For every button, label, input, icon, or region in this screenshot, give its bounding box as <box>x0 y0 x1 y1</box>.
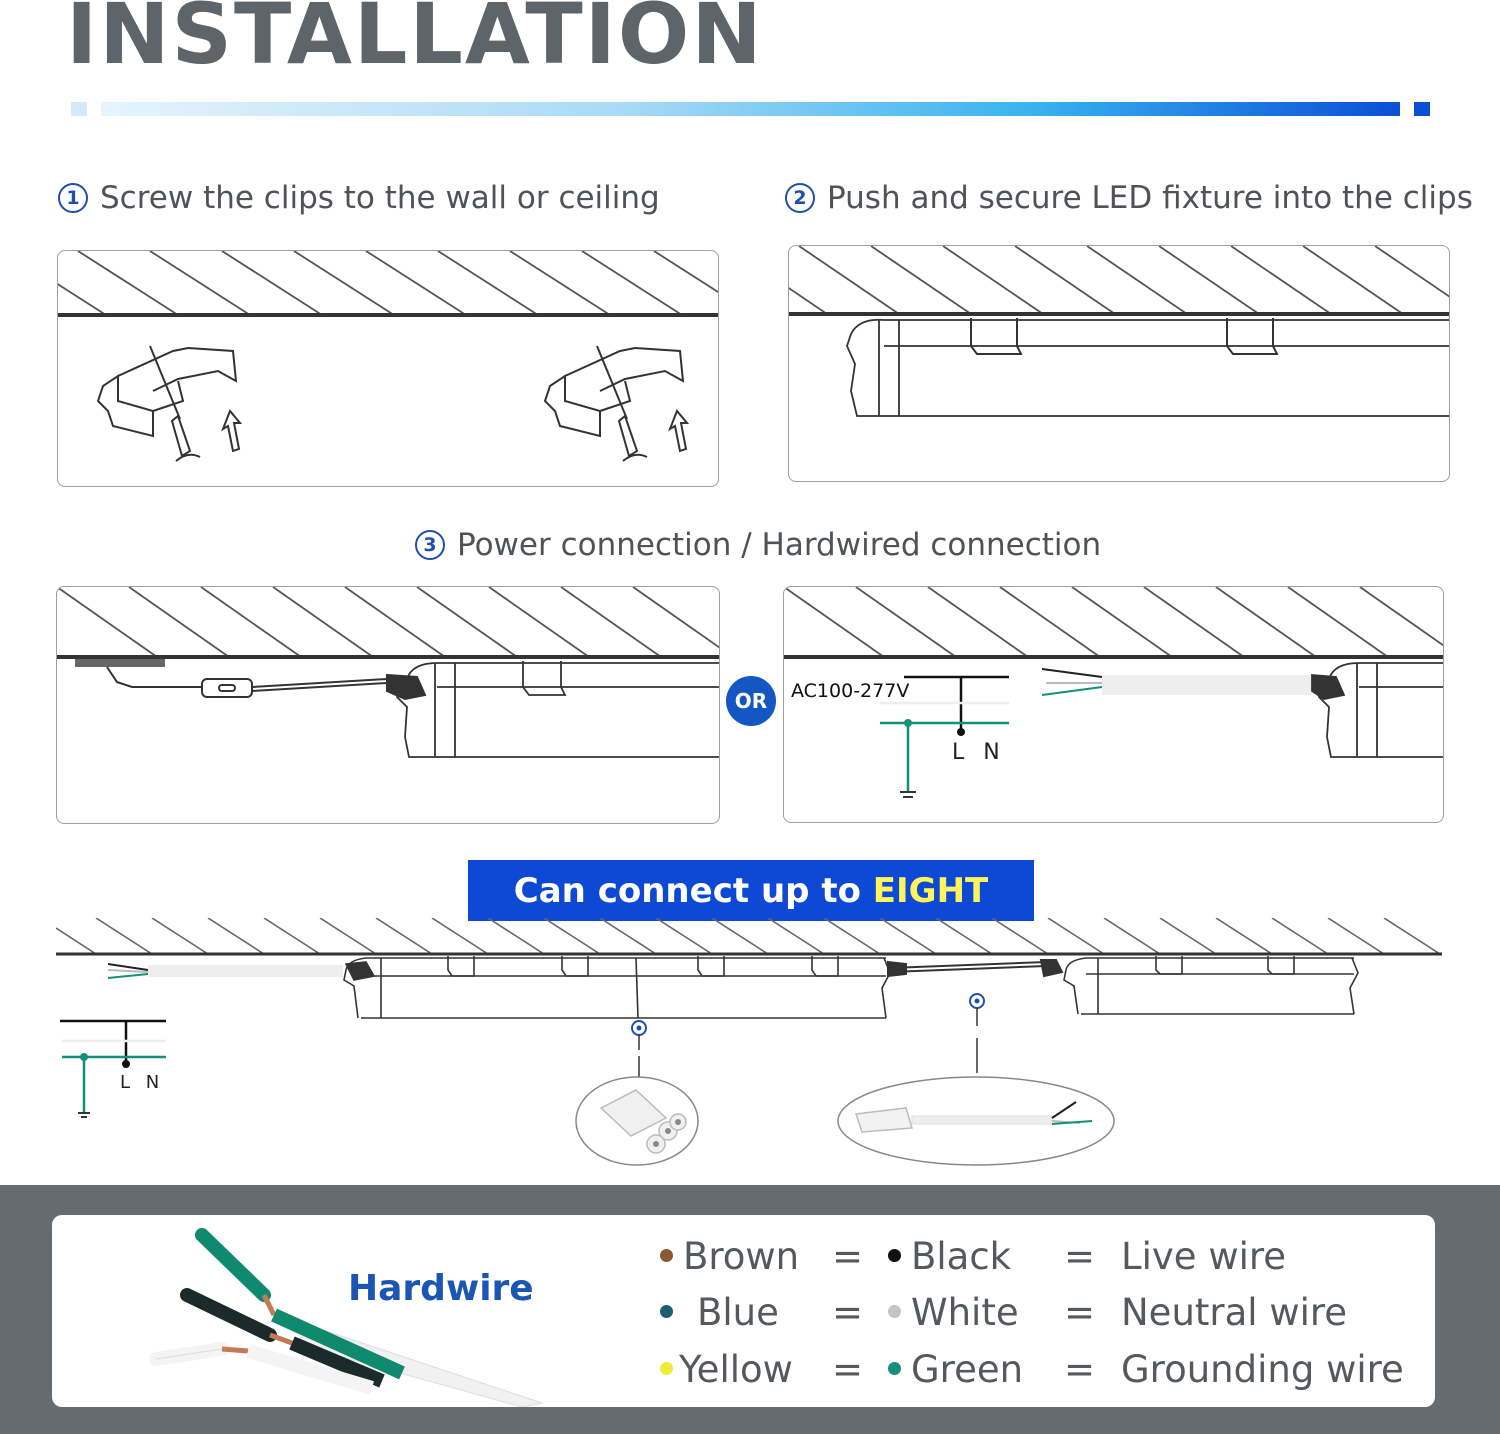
chain-wire-leads-icon <box>108 964 343 978</box>
panel-power-connection <box>56 586 720 824</box>
step-3-number: 3 <box>415 530 445 560</box>
panel-hardwired-connection <box>783 586 1444 823</box>
fixture-clips-illustration <box>789 246 1449 481</box>
white-dot-icon <box>888 1305 901 1318</box>
green-dot-icon <box>888 1362 901 1375</box>
legend-equals: = <box>832 1291 864 1334</box>
legend-row-ground <box>660 1348 793 1391</box>
arrow-up-icon-left <box>223 411 240 451</box>
screw-clips-illustration <box>58 251 718 486</box>
banner-highlight: EIGHT <box>872 870 989 911</box>
led-fixture-icon <box>847 320 1449 416</box>
blue-dot-icon <box>660 1305 673 1318</box>
chain-wiring-schematic-icon <box>60 1021 166 1117</box>
plug-cable-icon <box>107 667 425 699</box>
page-title: INSTALLATION <box>66 0 764 83</box>
legend-equals: = <box>832 1235 864 1278</box>
wire-leads-icon <box>1042 669 1312 695</box>
hardwire-cable-icon <box>142 1223 562 1407</box>
chain-connection-diagram <box>56 918 1442 1180</box>
title-bar-square-right <box>1414 102 1430 116</box>
banner-text: Can connect up to <box>513 870 873 911</box>
legend-row-live <box>660 1235 800 1278</box>
legend-meaning-live: Live wire <box>1121 1235 1287 1278</box>
fixture-clip-icon <box>971 318 1277 354</box>
legend-equals: = <box>832 1348 864 1391</box>
legend-equals: = <box>1064 1235 1096 1278</box>
callout-pin-icon-1 <box>632 1021 646 1078</box>
hardwired-connection-illustration <box>784 587 1443 822</box>
legend-to-white: White <box>911 1291 1019 1334</box>
hardwire-label: Hardwire <box>348 1268 534 1309</box>
outlet-box-icon <box>75 659 165 667</box>
panel-screw-clips <box>57 250 719 487</box>
power-cord-connector-icon <box>838 1077 1114 1165</box>
step-3-text: Power connection / Hardwired connection <box>457 527 1102 563</box>
callout-pin-icon-2 <box>970 994 984 1073</box>
black-dot-icon <box>888 1249 901 1262</box>
end-cap-connectors-icon <box>576 1077 698 1165</box>
ln-label-panel: L N <box>952 740 1006 765</box>
legend-to-black: Black <box>911 1235 1012 1278</box>
yellow-dot-icon <box>660 1362 673 1375</box>
or-badge: OR <box>726 676 776 726</box>
legend-from-blue: Blue <box>697 1291 779 1334</box>
arrow-up-icon-right <box>670 411 687 451</box>
panel-fixture-clips <box>788 245 1450 482</box>
legend-from-brown: Brown <box>683 1235 800 1278</box>
legend-to-black-wrap <box>888 1235 1012 1278</box>
title-gradient-bar <box>101 102 1400 116</box>
legend-from-yellow: Yellow <box>679 1348 793 1391</box>
legend-equals: = <box>1064 1348 1096 1391</box>
chain-fixture-2-icon <box>1064 956 1358 1014</box>
step-3-caption <box>415 527 1101 563</box>
led-fixture-icon <box>1312 663 1443 757</box>
step-2-caption <box>785 180 1473 216</box>
legend-to-green: Green <box>911 1348 1024 1391</box>
step-2-text: Push and secure LED fixture into the clips <box>827 180 1473 216</box>
voltage-label: AC100-277V <box>791 680 910 702</box>
step-1-text: Screw the clips to the wall or ceiling <box>100 180 660 216</box>
legend-to-white-wrap <box>888 1291 1019 1334</box>
legend-equals: = <box>1064 1291 1096 1334</box>
title-bar-square-left <box>71 102 87 116</box>
brown-dot-icon <box>660 1249 673 1262</box>
wire-color-legend-card <box>52 1215 1435 1407</box>
clip-icon-left <box>98 348 236 436</box>
connect-eight-banner <box>468 860 1034 921</box>
led-fixture-icon <box>397 661 719 757</box>
step-1-number: 1 <box>58 183 88 213</box>
clip-icon-right <box>545 348 683 436</box>
legend-meaning-neutral: Neutral wire <box>1121 1291 1348 1334</box>
chain-fixture-1-icon <box>344 956 890 1018</box>
chain-jumper-cable-icon <box>888 960 1062 976</box>
legend-meaning-ground: Grounding wire <box>1121 1348 1404 1391</box>
ln-label-chain: L N <box>120 1072 165 1093</box>
step-1-caption <box>58 180 660 216</box>
power-connection-illustration <box>57 587 719 823</box>
legend-row-neutral <box>660 1291 779 1334</box>
step-2-number: 2 <box>785 183 815 213</box>
legend-to-green-wrap <box>888 1348 1024 1391</box>
